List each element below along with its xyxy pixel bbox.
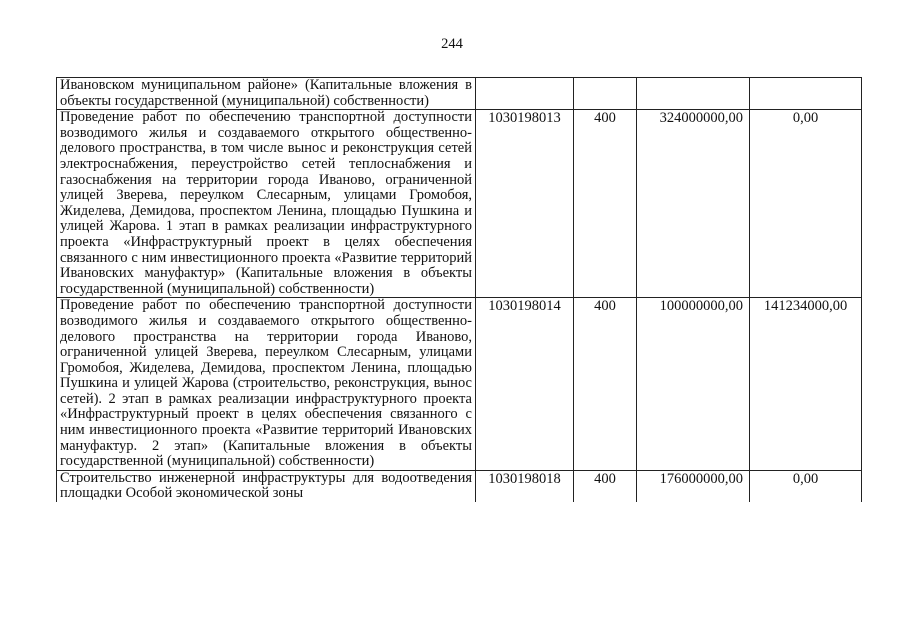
row-amount-2: 0,00 xyxy=(750,470,862,502)
row-description: Проведение работ по обеспечению транспортной доступности возводимого жилья и создаваемого открытого общественно-делового пространства, в том числе вынос и реконструкция сетей электроснабжения, переустройство сетей теплоснабжения и газоснабжения на территории города Иваново, ограниченной улицей Зверева, переулком Слесарным, улицами Громобоя, Жиделева, Демидова, проспектом Ленина, площадью Пушкина и улицей Жарова. 1 этап в рамках реализации инфраструктурного проекта «Инфраструктурный проект в целях обеспечения связанного с ним инвестиционного проекта «Развитие территорий Ивановских мануфактур» (Капитальные вложения в объекты государственной (муниципальной) собственности) xyxy=(57,110,476,298)
table-row xyxy=(57,110,862,298)
table-row xyxy=(57,470,862,502)
row-description: Строительство инженерной инфраструктуры для водоотведения площадки Особой экономической зоны xyxy=(57,470,476,502)
budget-table xyxy=(56,77,862,502)
row-code: 1030198013 xyxy=(476,110,574,298)
page-number: 244 xyxy=(441,36,463,52)
row-amount-1: 324000000,00 xyxy=(637,110,750,298)
row-type xyxy=(574,78,637,110)
row-type: 400 xyxy=(574,470,637,502)
row-amount-1: 100000000,00 xyxy=(637,298,750,471)
row-amount-1 xyxy=(637,78,750,110)
row-description: Ивановском муниципальном районе» (Капитальные вложения в объекты государственной (муниципальной) собственности) xyxy=(57,78,476,110)
row-amount-1: 176000000,00 xyxy=(637,470,750,502)
row-amount-2: 0,00 xyxy=(750,110,862,298)
table-row xyxy=(57,78,862,110)
row-type: 400 xyxy=(574,110,637,298)
row-code: 1030198018 xyxy=(476,470,574,502)
row-type: 400 xyxy=(574,298,637,471)
row-code xyxy=(476,78,574,110)
row-code: 1030198014 xyxy=(476,298,574,471)
row-amount-2: 141234000,00 xyxy=(750,298,862,471)
row-amount-2 xyxy=(750,78,862,110)
table-row xyxy=(57,298,862,471)
row-description: Проведение работ по обеспечению транспортной доступности возводимого жилья и создаваемого открытого общественно-делового пространства на территории города Иваново, ограниченной улицей Зверева, переулком Слесарным, улицами Громобоя, Жиделева, Демидова, проспектом Ленина, площадью Пушкина и улицей Жарова (строительство, реконструкция, вынос сетей). 2 этап в рамках реализации инфраструктурного проекта «Инфраструктурный проект в целях обеспечения связанного с ним инвестиционного проекта «Развитие территорий Ивановских мануфактур. 2 этап» (Капитальные вложения в объекты государственной (муниципальной) собственности) xyxy=(57,298,476,471)
